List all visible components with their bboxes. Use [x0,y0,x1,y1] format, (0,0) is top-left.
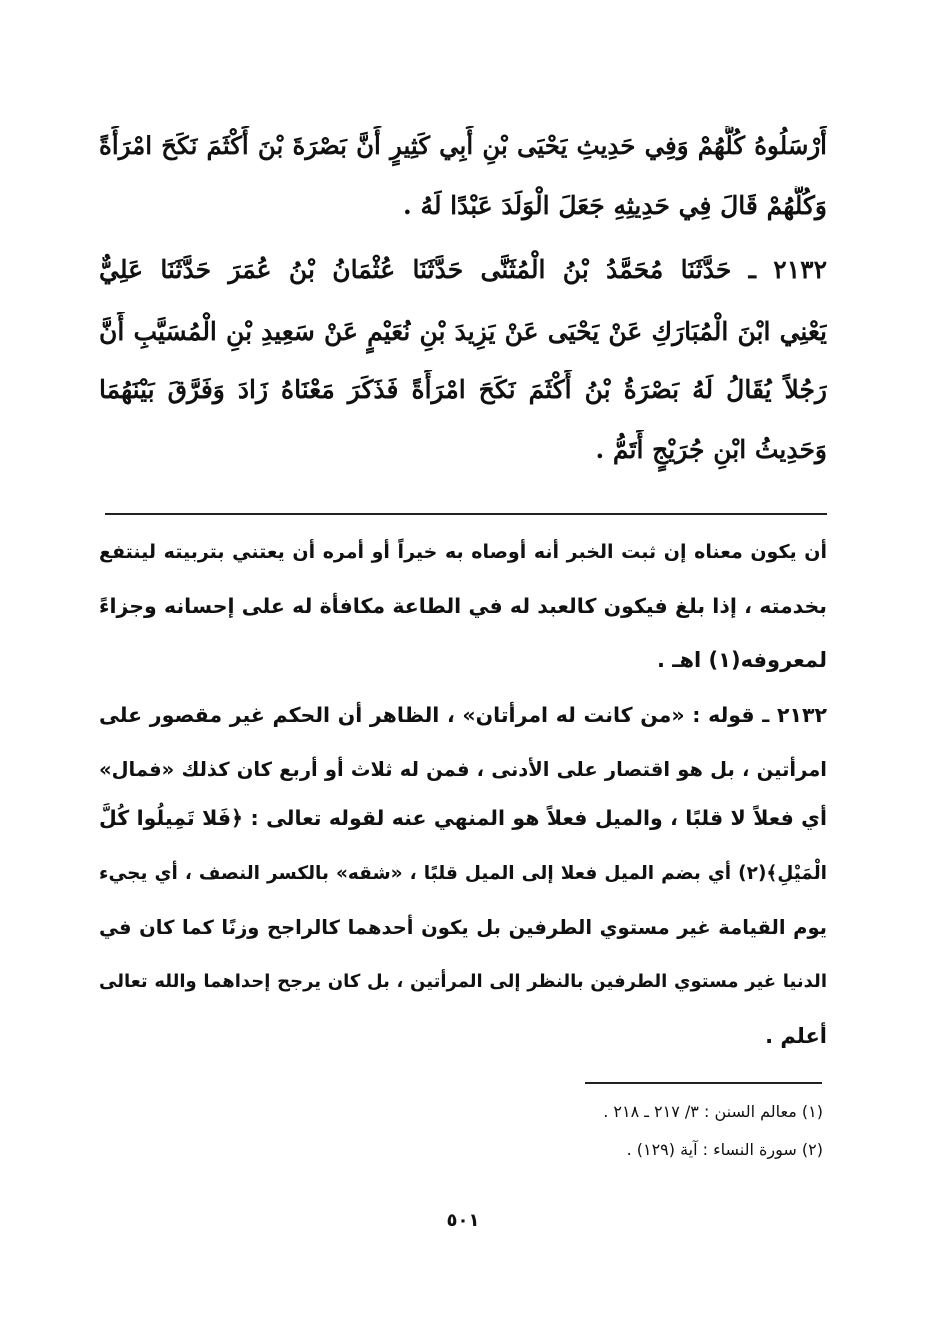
hadith-line: يَعْنِي ابْنَ الْمُبَارَكِ عَنْ يَحْيَى عَنْ يَزِيدَ بْنِ نُعَيْمٍ عَنْ سَعِيدِ بْنِ الْمُسَيَّبِ أَنَّ [99,317,827,346]
page-number: ٥٠١ [446,1210,480,1231]
commentary-line: يوم القيامة غير مستوي الطرفين بل يكون أحدهما كالراجح وزنًا كما كان في [99,916,827,939]
separator-rule [105,513,827,515]
commentary-line: أي فعلاً لا قلبًا ، والميل فعلاً هو المنهي عنه لقوله تعالى : ﴿فَلا تَمِيلُوا كُلَّ [99,806,827,830]
commentary-line: الدنيا غير مستوي الطرفين بالنظر إلى المرأتين ، بل كان يرجح إحداهما والله تعالى [99,971,827,992]
commentary-line: الْمَيْلِ﴾(٢) أي بضم الميل فعلا إلى الميل قلبًا ، «شقه» بالكسر النصف ، أي يجيء [99,863,827,884]
commentary-line: لمعروفه(١) اهـ . [657,648,827,672]
commentary-line: بخدمته ، إذا بلغ فيكون كالعبد له في الطاعة مكافأة له على إحسانه وجزاءً [99,594,827,618]
footnote-rule [585,1082,822,1084]
commentary-line: أعلم . [765,1024,827,1048]
commentary-line: أن يكون معناه إن ثبت الخبر أنه أوصاه به خيراً أو أمره أن يعتني بتربيته لينتفع [99,541,827,563]
commentary-line-2132: ٢١٣٢ ـ قوله : «من كانت له امرأتان» ، الظاهر أن الحكم غير مقصور على [99,703,827,727]
footnote-1: (١) معالم السنن : ٣/ ٢١٧ ـ ٢١٨ . [603,1102,823,1121]
hadith-line: وَكُلُّهُمْ قَالَ فِي حَدِيثِهِ جَعَلَ الْوَلَدَ عَبْدًا لَهُ . [403,191,827,220]
hadith-line-2132: ٢١٣٢ ـ حَدَّثَنَا مُحَمَّدُ بْنُ الْمُثَنَّى حَدَّثَنَا عُثْمَانُ بْنُ عُمَرَ حَدَّثَنَا عَلِيٌّ [99,255,827,284]
commentary-line: امرأتين ، بل هو اقتصار على الأدنى ، فمن له ثلاث أو أربع كان كذلك «فمال» [99,758,827,781]
hadith-line: أَرْسَلُوهُ كُلُّهُمْ وَفِي حَدِيثِ يَحْيَى بْنِ أَبِي كَثِيرٍ أَنَّ بَصْرَةَ بْنَ أَكْثَمَ نَكَحَ امْرَأَةً [99,131,827,160]
hadith-line: رَجُلاً يُقَالُ لَهُ بَصْرَةُ بْنُ أَكْثَمَ نَكَحَ امْرَأَةً فَذَكَرَ مَعْنَاهُ زَادَ وَفَرَّقَ بَيْنَهُمَا [99,375,827,404]
footnote-2: (٢) سورة النساء : آية (١٢٩) . [626,1140,823,1159]
hadith-line: وَحَدِيثُ ابْنِ جُرَيْجٍ أَتَمُّ . [595,435,827,464]
